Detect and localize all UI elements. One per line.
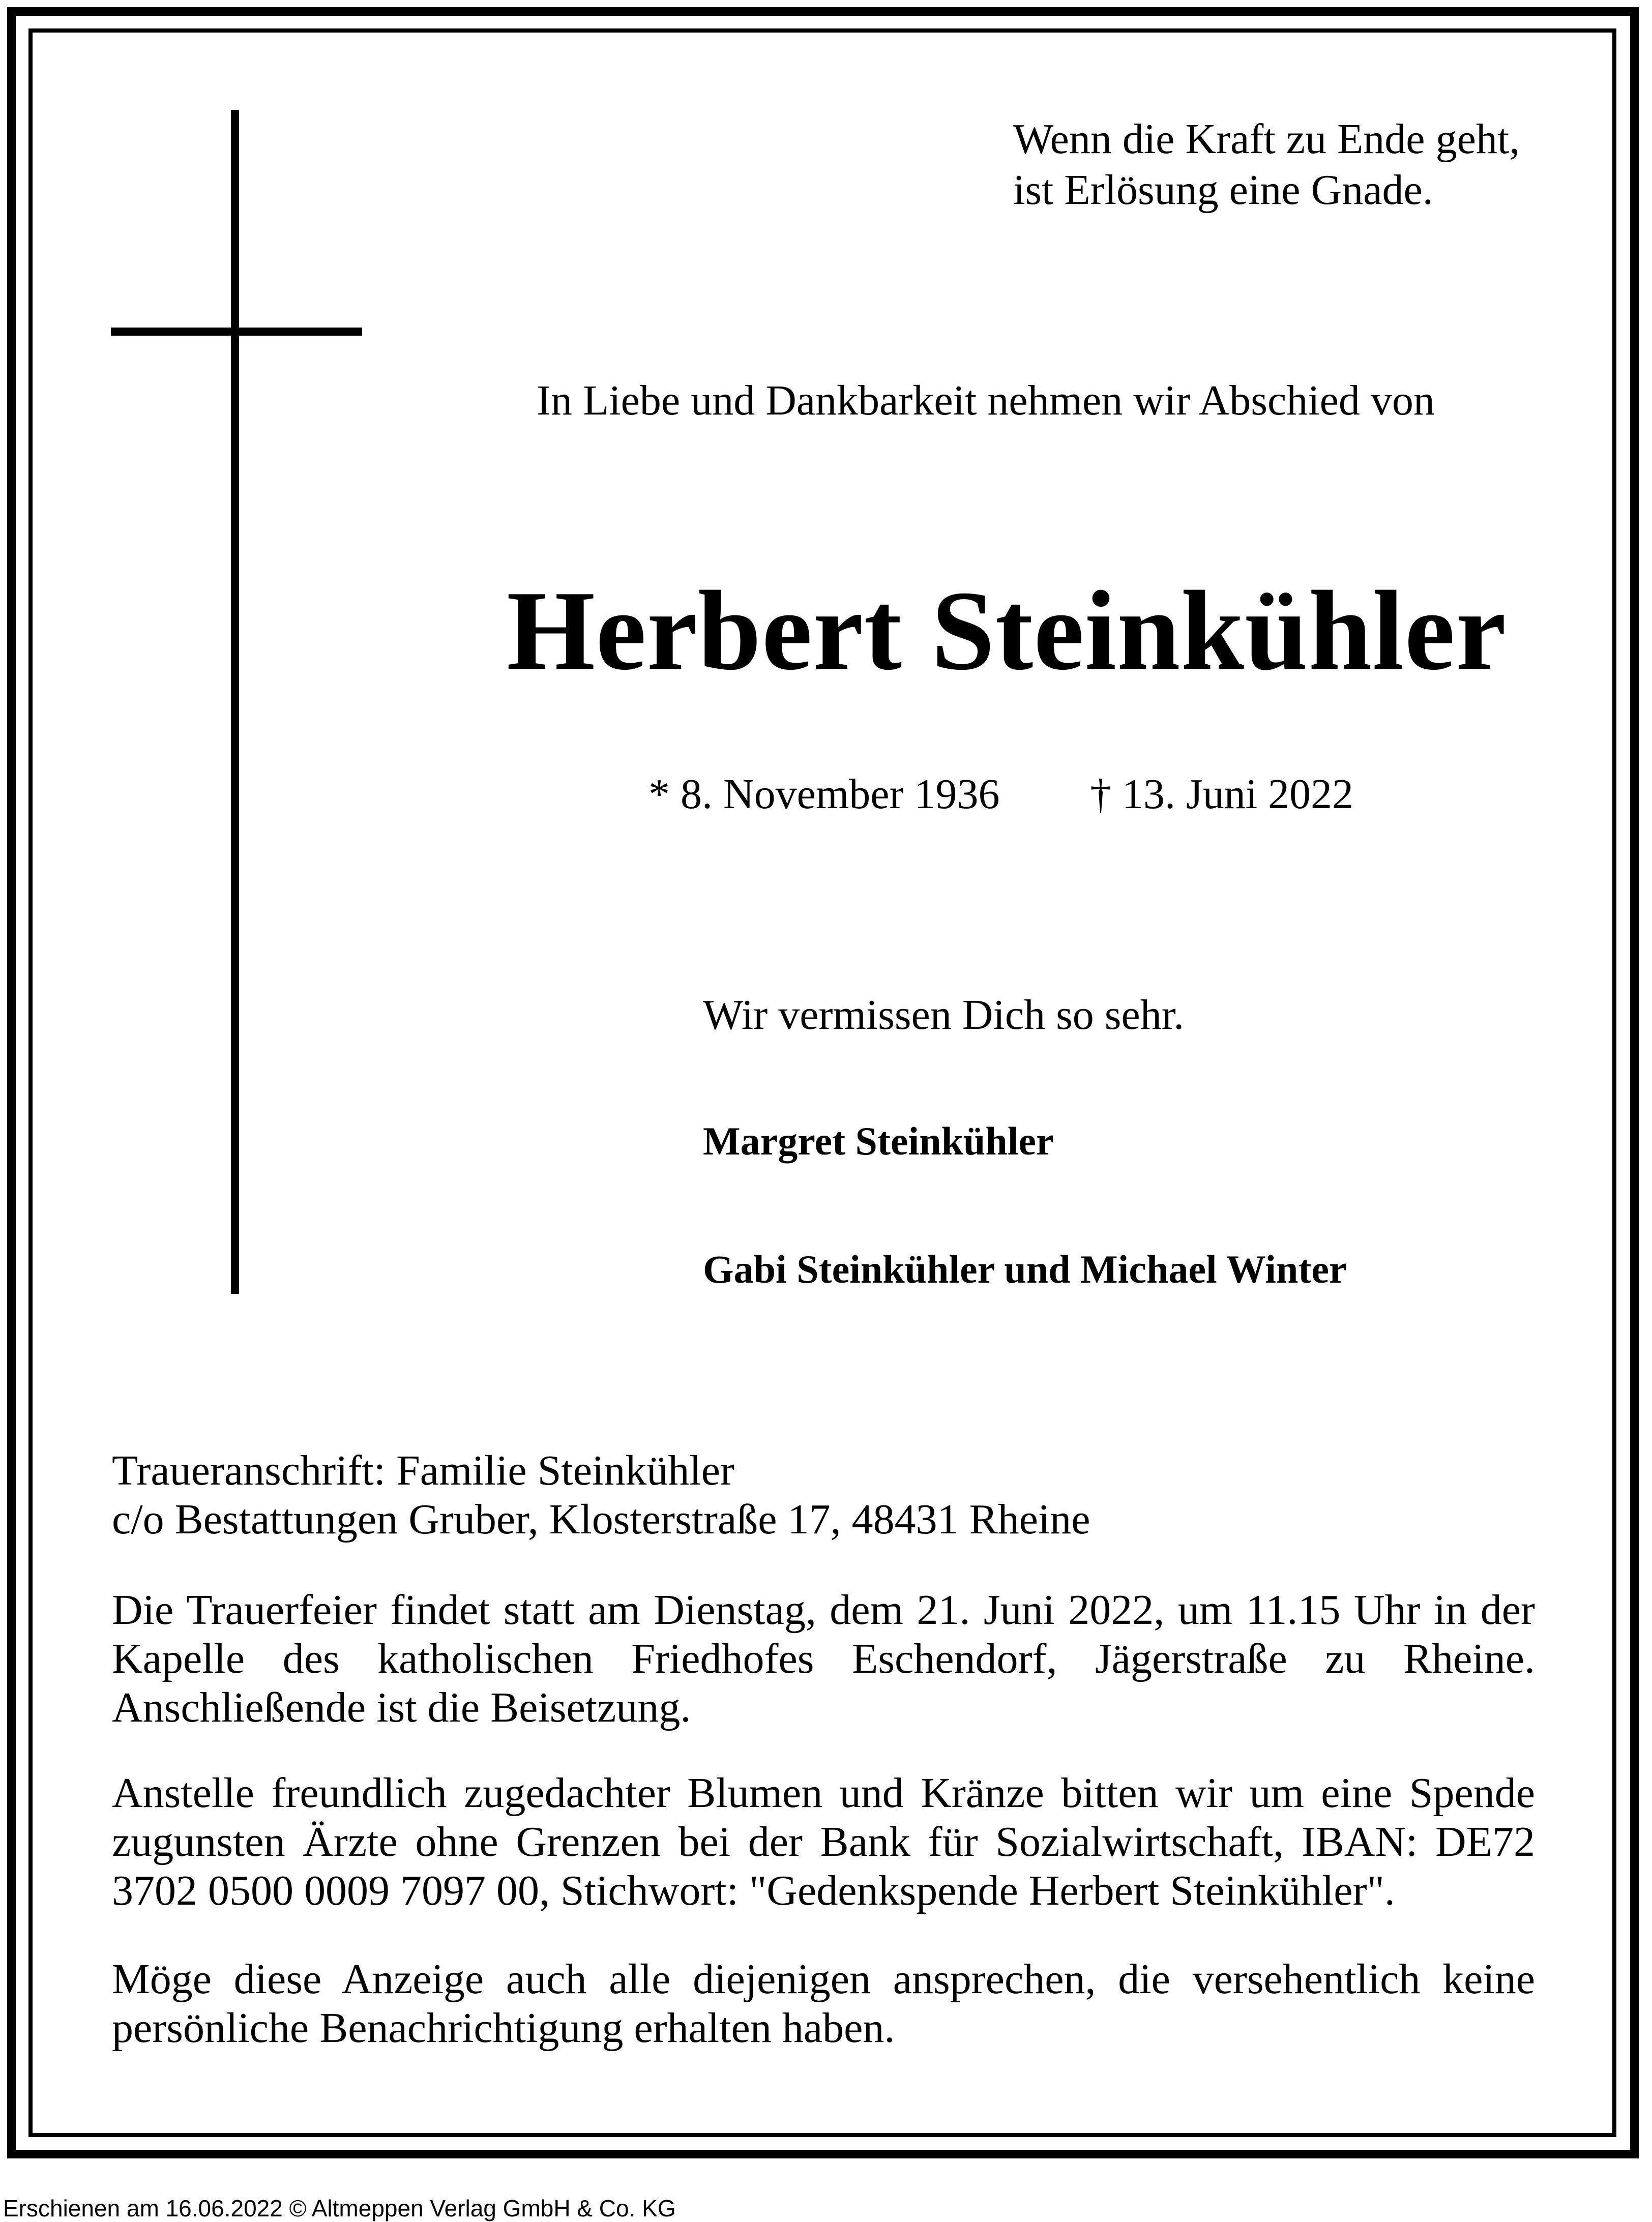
death-date: † 13. Juni 2022 <box>1090 771 1354 818</box>
publication-footer: Erschienen am 16.06.2022 © Altmeppen Verlag GmbH & Co. KG <box>3 2195 676 2221</box>
intro-text: In Liebe und Dankbarkeit nehmen wir Abschied von <box>537 377 1435 424</box>
mourning-address <box>112 1446 1090 1544</box>
cross-horizontal-bar <box>111 328 362 336</box>
address-line-2: c/o Bestattungen Gruber, Klosterstraße 17, 48431 Rheine <box>112 1496 1090 1543</box>
motto-line-2: ist Erlösung eine Gnade. <box>1013 166 1433 214</box>
address-line-1: Traueranschrift: Familie Steinkühler <box>112 1447 734 1494</box>
birth-date: * 8. November 1936 <box>648 771 1000 818</box>
motto-quote <box>1013 114 1520 216</box>
donation-paragraph: Anstelle freundlich zugedachter Blumen und Kränze bitten wir um eine Spende zugunsten Ärzte ohne Grenzen bei der Bank für Sozialwirtschaft, IBAN: DE72 3702 0500 0009 7097 00, Stichwort: "Gedenkspende Herbert Steinkühler". <box>112 1769 1535 1914</box>
ceremony-paragraph: Die Trauerfeier findet statt am Dienstag, dem 21. Juni 2022, um 11.15 Uhr in der Kapelle des katholischen Friedhofes Eschendorf, Jägerstraße zu Rheine. Anschließende ist die Beisetzung. <box>112 1586 1535 1731</box>
cross-vertical-bar <box>231 110 239 1294</box>
motto-line-1: Wenn die Kraft zu Ende geht, <box>1013 115 1520 163</box>
mourner-name: Margret Steinkühler <box>703 1119 1054 1163</box>
closing-line: Wir vermissen Dich so sehr. <box>703 991 1185 1039</box>
deceased-name: Herbert Steinkühler <box>507 568 1507 694</box>
mourner-name: Gabi Steinkühler und Michael Winter <box>703 1247 1347 1291</box>
notice-paragraph: Möge diese Anzeige auch alle diejenigen ansprechen, die versehentlich keine persönliche Benachrichtigung erhalten haben. <box>112 1956 1535 2052</box>
